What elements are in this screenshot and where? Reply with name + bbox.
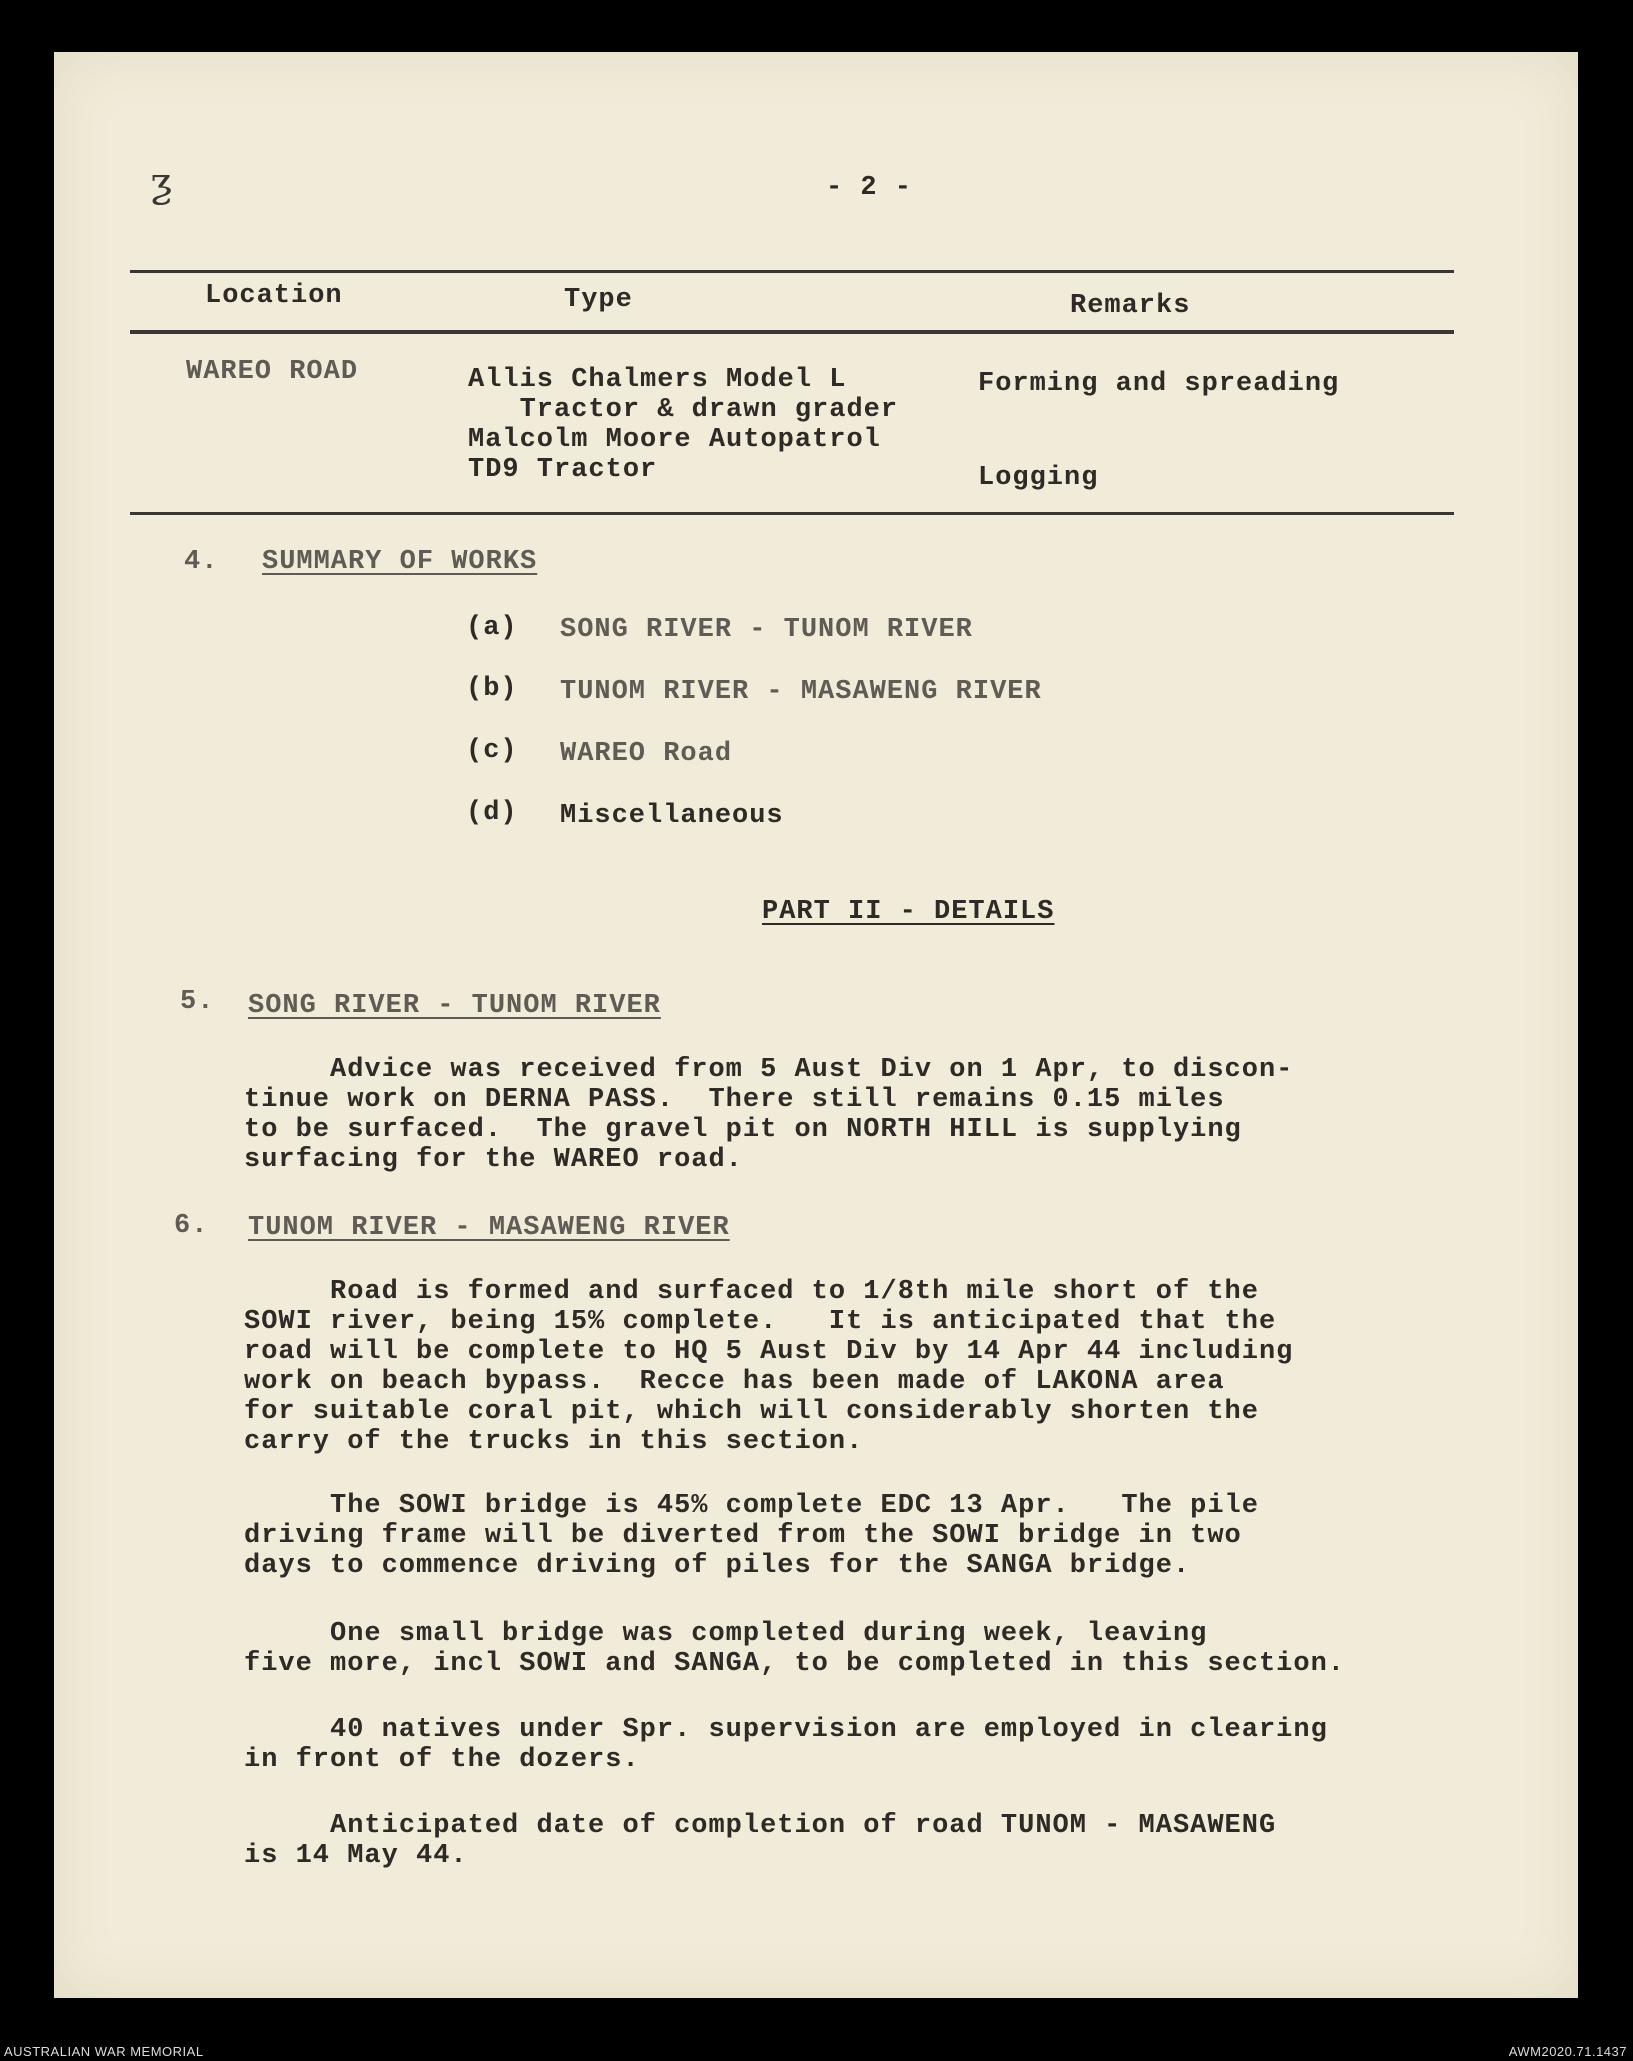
section-5-line-3: to be surfaced. The gravel pit on NORTH HILL is supplying bbox=[244, 1115, 1242, 1145]
row-type-line-2: Tractor & drawn grader bbox=[468, 395, 899, 425]
document-page bbox=[54, 52, 1578, 1998]
section-6-p5-line-1: Anticipated date of completion of road TUNOM - MASAWENG bbox=[244, 1811, 1277, 1841]
header-type: Type bbox=[564, 285, 633, 315]
section-6-p4-line-2: in front of the dozers. bbox=[244, 1745, 640, 1775]
row-type-line-3: Malcolm Moore Autopatrol bbox=[468, 425, 881, 455]
section-5-line-2: tinue work on DERNA PASS. There still remains 0.15 miles bbox=[244, 1085, 1225, 1115]
summary-item-b-label: (b) bbox=[466, 674, 518, 704]
row-remarks-2: Logging bbox=[978, 463, 1099, 493]
section-6-p4-line-1: 40 natives under Spr. supervision are employed in clearing bbox=[244, 1715, 1328, 1745]
section-6-p1-line-4: work on beach bypass. Recce has been made of LAKONA area bbox=[244, 1367, 1225, 1397]
header-remarks: Remarks bbox=[1070, 291, 1191, 321]
summary-item-a-label: (a) bbox=[466, 613, 518, 643]
section-6-p5-line-2: is 14 May 44. bbox=[244, 1841, 468, 1871]
summary-item-c-label: (c) bbox=[466, 736, 518, 766]
row-type-line-4: TD9 Tractor bbox=[468, 455, 658, 485]
section-6-title: TUNOM RIVER - MASAWENG RIVER bbox=[248, 1213, 730, 1243]
table-header-rule bbox=[130, 330, 1454, 334]
section-6-p3-line-1: One small bridge was completed during week, leaving bbox=[244, 1619, 1208, 1649]
section-6-p1-line-3: road will be complete to HQ 5 Aust Div by 14 Apr 44 including bbox=[244, 1337, 1294, 1367]
table-bottom-rule bbox=[130, 512, 1454, 515]
section-6-p2-line-3: days to commence driving of piles for the SANGA bridge. bbox=[244, 1551, 1191, 1581]
summary-item-d-text: Miscellaneous bbox=[560, 801, 784, 831]
footer-institution: AUSTRALIAN WAR MEMORIAL bbox=[4, 2044, 204, 2059]
handwritten-mark: ƺ bbox=[150, 160, 173, 206]
summary-item-c-text: WAREO Road bbox=[560, 739, 733, 769]
page-number: - 2 - bbox=[826, 173, 913, 203]
section-4-number: 4. bbox=[184, 547, 219, 577]
section-6-p3-line-2: five more, incl SOWI and SANGA, to be completed in this section. bbox=[244, 1649, 1345, 1679]
table-top-rule bbox=[130, 270, 1454, 273]
section-6-p1-line-1: Road is formed and surfaced to 1/8th mile short of the bbox=[244, 1277, 1259, 1307]
section-6-p1-line-2: SOWI river, being 15% complete. It is anticipated that the bbox=[244, 1307, 1277, 1337]
section-5-line-1: Advice was received from 5 Aust Div on 1 Apr, to discon- bbox=[244, 1055, 1294, 1085]
row-type-line-1: Allis Chalmers Model L bbox=[468, 365, 847, 395]
row-remarks-1: Forming and spreading bbox=[978, 369, 1340, 399]
summary-item-d-label: (d) bbox=[466, 798, 518, 828]
header-location: Location bbox=[205, 281, 343, 311]
section-5-line-4: surfacing for the WAREO road. bbox=[244, 1145, 743, 1175]
section-6-p2-line-2: driving frame will be diverted from the SOWI bridge in two bbox=[244, 1521, 1242, 1551]
section-6-number: 6. bbox=[174, 1211, 209, 1241]
part-ii-title: PART II - DETAILS bbox=[762, 897, 1055, 927]
summary-item-b-text: TUNOM RIVER - MASAWENG RIVER bbox=[560, 677, 1042, 707]
section-5-number: 5. bbox=[180, 987, 215, 1017]
section-4-title: SUMMARY OF WORKS bbox=[262, 547, 538, 577]
summary-item-a-text: SONG RIVER - TUNOM RIVER bbox=[560, 615, 973, 645]
row-location: WAREO ROAD bbox=[186, 357, 359, 387]
section-6-p1-line-6: carry of the trucks in this section. bbox=[244, 1427, 864, 1457]
footer-catalogue-id: AWM2020.71.1437 bbox=[1508, 2044, 1627, 2059]
section-6-p1-line-5: for suitable coral pit, which will considerably shorten the bbox=[244, 1397, 1259, 1427]
section-6-p2-line-1: The SOWI bridge is 45% complete EDC 13 Apr. The pile bbox=[244, 1491, 1259, 1521]
section-5-title: SONG RIVER - TUNOM RIVER bbox=[248, 991, 661, 1021]
